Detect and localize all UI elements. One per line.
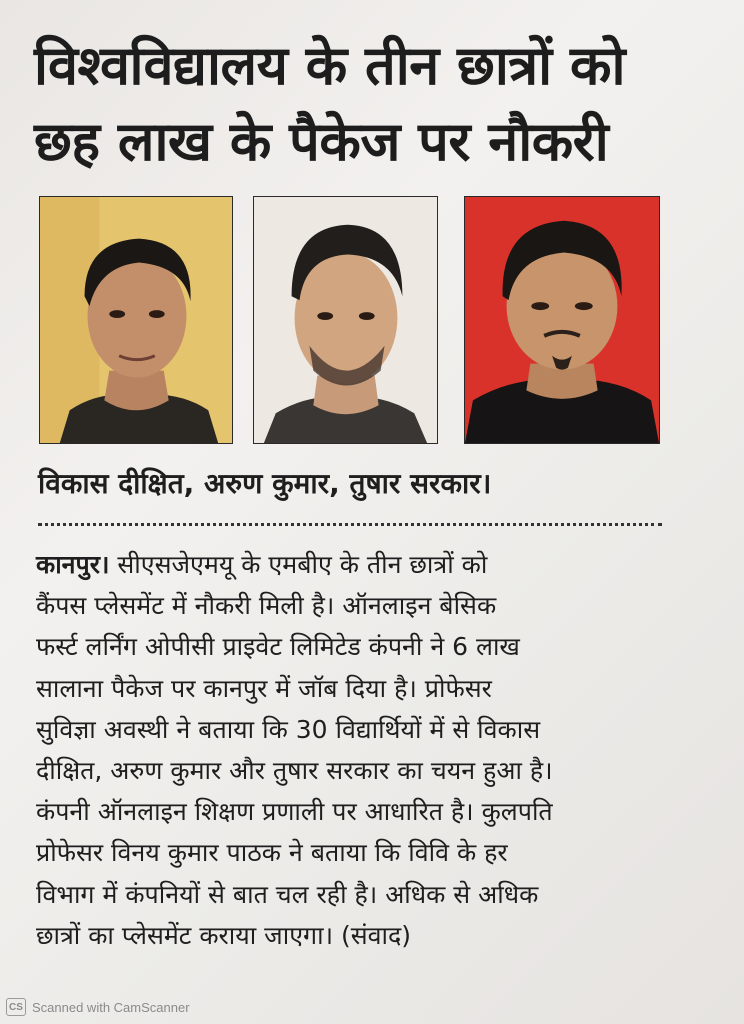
camscanner-watermark <box>6 996 190 1018</box>
body-line: दीक्षित, अरुण कुमार और तुषार सरकार का चयन हुआ है। <box>36 756 553 786</box>
photo-caption: विकास दीक्षित, अरुण कुमार, तुषार सरकार। <box>38 467 492 500</box>
headline-line-1: विश्वविद्यालय के तीन छात्रों को <box>34 34 625 97</box>
headline <box>34 28 724 180</box>
body-line: छात्रों का प्लेसमेंट कराया जाएगा। (संवाद) <box>36 920 412 950</box>
camscanner-logo-icon: CS <box>6 998 26 1016</box>
body-line: सीएसजेएमयू के एमबीए के तीन छात्रों को <box>109 550 488 579</box>
body-line: फर्स्ट लर्निंग ओपीसी प्राइवेट लिमिटेड कंपनी ने 6 लाख <box>36 632 520 662</box>
body-line: प्रोफेसर विनय कुमार पाठक ने बताया कि विवि के हर <box>36 838 508 868</box>
body-line: विभाग में कंपनियों से बात चल रही है। अधिक से अधिक <box>36 879 539 909</box>
photo-vikas-dixit <box>39 196 233 444</box>
headline-line-2: छह लाख के पैकेज पर नौकरी <box>34 110 609 173</box>
dotted-divider <box>38 523 662 526</box>
article-body <box>36 544 728 956</box>
body-line: कैंपस प्लेसमेंट में नौकरी मिली है। ऑनलाइन बेसिक <box>36 591 497 621</box>
photo-tushar-sarkar <box>464 196 660 444</box>
body-line: सुविज्ञा अवस्थी ने बताया कि 30 विद्यार्थियों में से विकास <box>36 714 541 744</box>
watermark-text: Scanned with CamScanner <box>32 999 190 1015</box>
body-line: सालाना पैकेज पर कानपुर में जॉब दिया है। प्रोफेसर <box>36 673 492 703</box>
dateline: कानपुर। <box>36 550 110 579</box>
body-line: कंपनी ऑनलाइन शिक्षण प्रणाली पर आधारित है। कुलपति <box>36 797 553 827</box>
photo-arun-kumar <box>253 196 438 444</box>
